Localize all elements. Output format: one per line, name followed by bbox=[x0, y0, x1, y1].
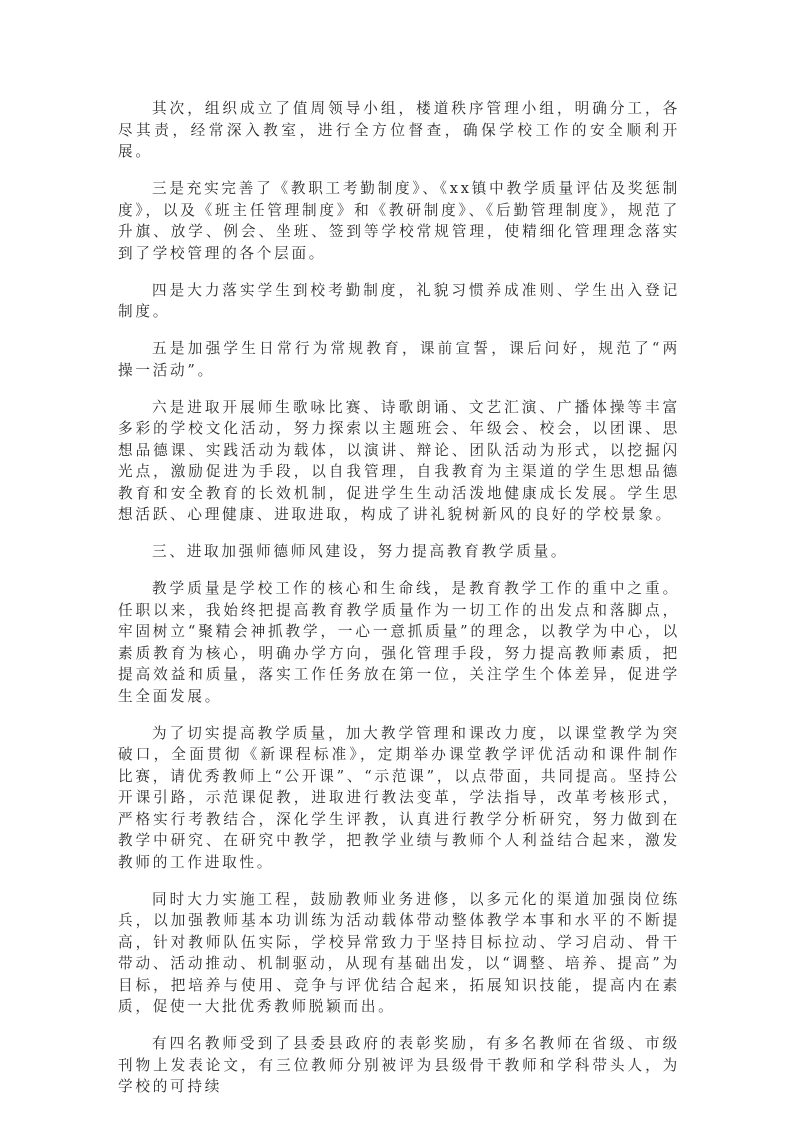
paragraph-teacher-training: 同时大力实施工程，鼓励教师业务进修，以多元化的渠道加强岗位练兵，以加强教师基本功训练为活动载体带动整体教学本事和水平的不断提高，针对教师队伍实际，学校异常致力于坚持目标拉动、学习启动、骨干带动、活动推动、机制驱动，从现有基础出发，以“调整、培养、提高”为目标，把培养与使用、竞争与评优结合起来，拓展知识技能，提高内在素质，促使一大批优秀教师脱颖而出。 bbox=[118, 890, 680, 1015]
document-page bbox=[118, 98, 680, 1113]
paragraph-teacher-awards: 有四名教师受到了县委县政府的表彰奖励，有多名教师在省级、市级刊物上发表论文，有三位教师分别被评为县级骨干教师和学科带头人，为学校的可持续 bbox=[118, 1035, 680, 1095]
paragraph-cultural-activities: 六是进取开展师生歌咏比赛、诗歌朗诵、文艺汇演、广播体操等丰富多彩的学校文化活动，努力探索以主题班会、年级会、校会，以团课、思想品德课、实践活动为载体，以演讲、辩论、团队活动为形式，以挖掘闪光点，激励促进为手段，以自我管理，自我教育为主渠道的学生思想品德教育和安全教育的长效机制，促进学生生动活泼地健康成长发展。学生思想活跃、心理健康、进取进取，构成了讲礼貌树新风的良好的学校景象。 bbox=[118, 398, 680, 523]
paragraph-teaching-quality: 教学质量是学校工作的核心和生命线，是教育教学工作的重中之重。任职以来，我始终把提高教育教学质量作为一切工作的出发点和落脚点，牢固树立“聚精会神抓教学，一心一意抓质量”的理念，以教学为中心，以素质教育为核心，明确办学方向，强化管理手段，努力提高教师素质，把提高效益和质量，落实工作任务放在第一位，关注学生个体差异，促进学生全面发展。 bbox=[118, 580, 680, 705]
paragraph-curriculum-reform: 为了切实提高教学质量，加大教学管理和课改力度，以课堂教学为突破口，全面贯彻《新课程标准》，定期举办课堂教学评优活动和课件制作比赛，请优秀教师上“公开课”、“示范课”，以点带面，共同提高。坚持公开课引路，示范课促教，进取进行教法变革，学法指导，改革考核形式，严格实行考教结合，深化学生评教，认真进行教学分析研究，努力做到在教学中研究、在研究中教学，把教学业绩与教师个人利益结合起来，激发教师的工作进取性。 bbox=[118, 724, 680, 871]
paragraph-attendance: 四是大力落实学生到校考勤制度，礼貌习惯养成准则、学生出入登记制度。 bbox=[118, 281, 680, 320]
paragraph-duty-group: 其次，组织成立了值周领导小组，楼道秩序管理小组，明确分工，各尽其责，经常深入教室，进行全方位督查，确保学校工作的安全顺利开展。 bbox=[118, 100, 680, 160]
paragraph-daily-behavior: 五是加强学生日常行为常规教育，课前宣誓，课后问好，规范了“两操一活动”。 bbox=[118, 340, 680, 379]
paragraph-regulations: 三是充实完善了《教职工考勤制度》、《xx镇中教学质量评估及奖惩制度》，以及《班主任管理制度》和《教研制度》、《后勤管理制度》，规范了升旗、放学、例会、坐班、签到等学校常规管理，使精细化管理理念落实到了学校管理的各个层面。 bbox=[118, 180, 680, 262]
section-heading-teacher-ethics: 三、进取加强师德师风建设，努力提高教育教学质量。 bbox=[152, 543, 569, 560]
